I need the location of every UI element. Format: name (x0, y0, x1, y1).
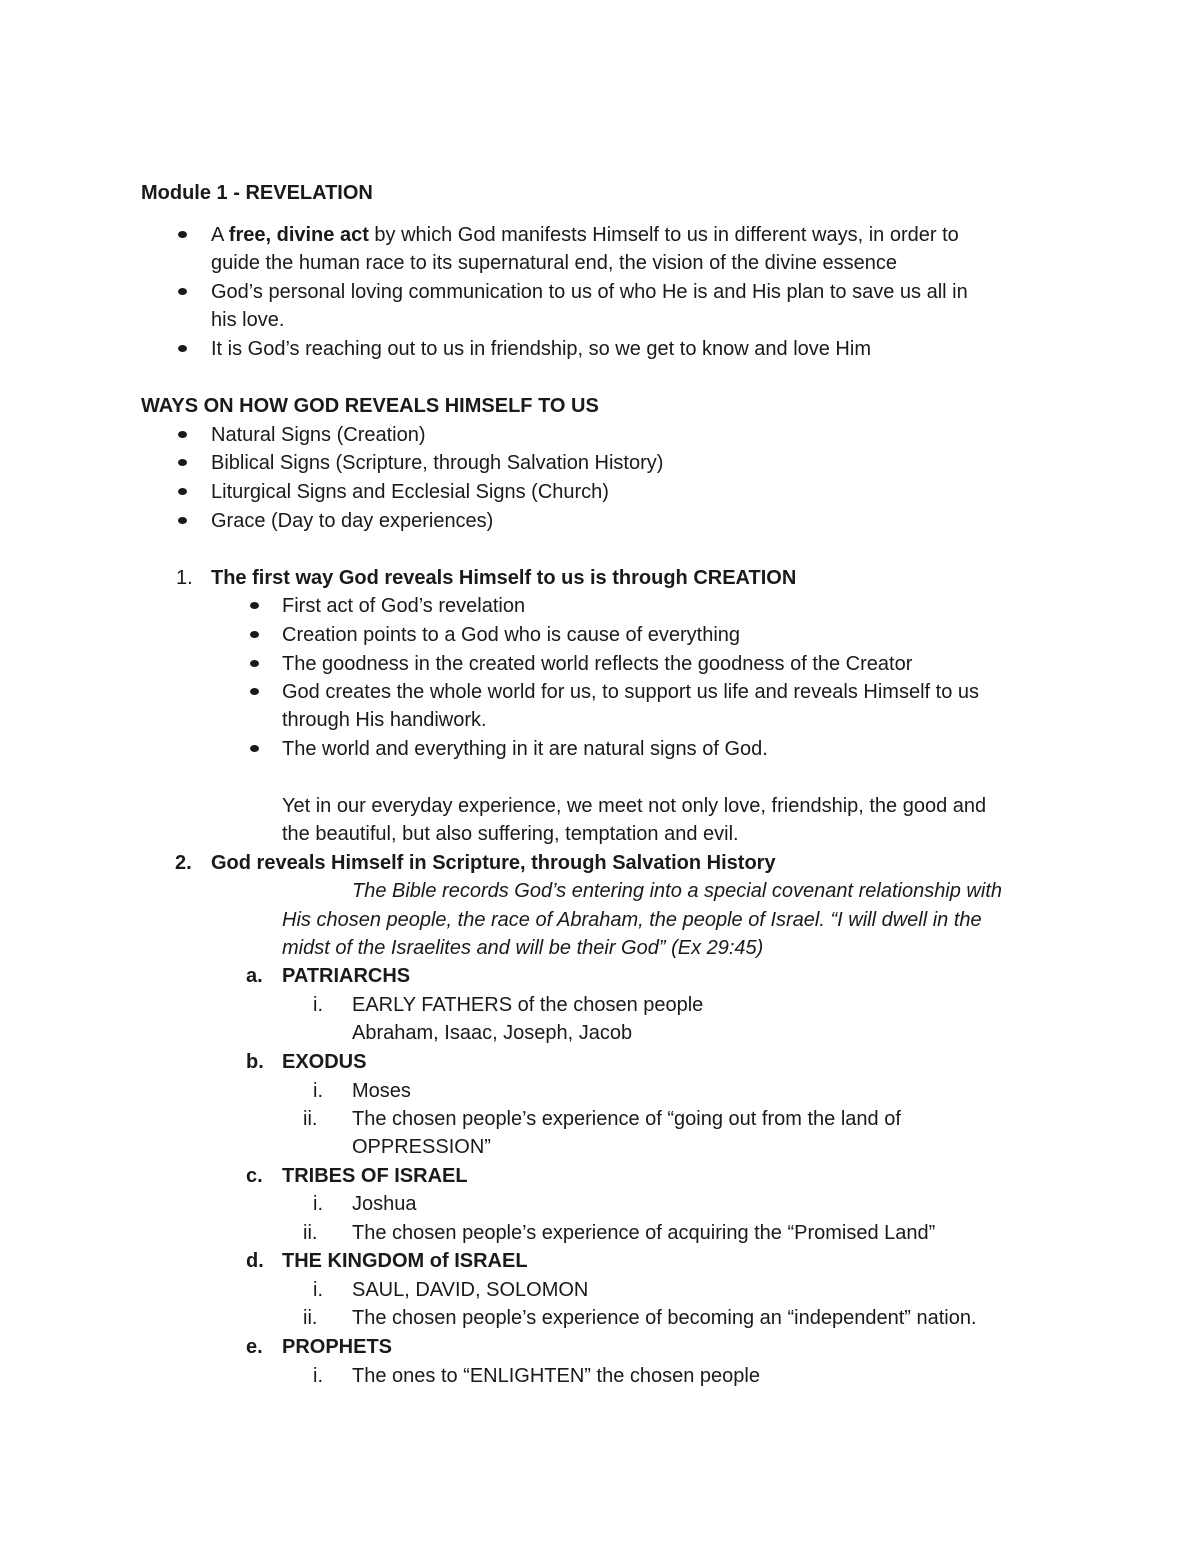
period-subitem: SAUL, DAVID, SOLOMON (352, 1279, 589, 1301)
creation-item: First act of God’s revelation (282, 595, 526, 617)
creation-item: Creation points to a God who is cause of everything (282, 624, 741, 646)
definition-item-continuation: guide the human race to its supernatural end, the vision of the divine essence (211, 252, 897, 274)
scripture-quote: His chosen people, the race of Abraham, the people of Israel. “I will dwell in the (282, 909, 982, 931)
period-marker: c. (246, 1165, 263, 1187)
bullet-icon (178, 459, 187, 466)
definition-emphasis: free, divine act (228, 224, 369, 246)
ways-item: Biblical Signs (Scripture, through Salvation History) (211, 452, 664, 474)
creation-item: The goodness in the created world reflects the goodness of the Creator (282, 653, 913, 675)
subitem-marker: i. (313, 1080, 323, 1102)
period-subitem: The chosen people’s experience of “going out from the land of (352, 1108, 901, 1130)
creation-note: the beautiful, but also suffering, temptation and evil. (282, 823, 739, 845)
period-subitem: Joshua (352, 1193, 417, 1215)
period-marker: d. (246, 1250, 264, 1272)
section-number: 2. (175, 852, 192, 874)
bullet-icon (178, 431, 187, 438)
period-title: TRIBES OF ISRAEL (282, 1165, 468, 1187)
subitem-marker: ii. (303, 1307, 318, 1329)
creation-item: God creates the whole world for us, to support us life and reveals Himself to us (282, 681, 980, 703)
page-title: Module 1 - REVELATION (141, 182, 373, 204)
ways-heading: WAYS ON HOW GOD REVEALS HIMSELF TO US (141, 395, 599, 417)
period-title: EXODUS (282, 1051, 367, 1073)
subitem-marker: i. (313, 994, 323, 1016)
bullet-icon (178, 231, 187, 238)
subitem-marker: ii. (303, 1222, 318, 1244)
subitem-marker: ii. (303, 1108, 318, 1130)
bullet-icon (250, 745, 259, 752)
period-title: PROPHETS (282, 1336, 393, 1358)
period-subitem: The ones to “ENLIGHTEN” the chosen people (352, 1365, 760, 1387)
definition-item: A free, divine act by which God manifests Himself to us in different ways, in order to (211, 224, 959, 246)
bullet-icon (250, 660, 259, 667)
subitem-marker: i. (313, 1193, 323, 1215)
ways-item: Grace (Day to day experiences) (211, 510, 494, 532)
definition-item: It is God’s reaching out to us in friendship, so we get to know and love Him (211, 338, 871, 360)
bullet-icon (250, 602, 259, 609)
ways-item: Natural Signs (Creation) (211, 424, 426, 446)
section-number: 1. (176, 567, 193, 589)
subitem-marker: i. (313, 1365, 323, 1387)
definition-item-continuation: his love. (211, 309, 285, 331)
period-marker: e. (246, 1336, 263, 1358)
section-heading: The first way God reveals Himself to us is through CREATION (211, 567, 797, 589)
bullet-icon (250, 688, 259, 695)
period-subitem: Moses (352, 1080, 411, 1102)
bullet-icon (178, 517, 187, 524)
period-subitem-continuation: OPPRESSION” (352, 1136, 491, 1158)
section-heading: God reveals Himself in Scripture, through Salvation History (211, 852, 776, 874)
subitem-marker: i. (313, 1279, 323, 1301)
scripture-quote: midst of the Israelites and will be their God” (Ex 29:45) (282, 937, 764, 959)
creation-note: Yet in our everyday experience, we meet not only love, friendship, the good and (282, 795, 987, 817)
period-title: PATRIARCHS (282, 965, 411, 987)
period-title: THE KINGDOM of ISRAEL (282, 1250, 528, 1272)
bullet-icon (178, 345, 187, 352)
creation-item-continuation: through His handiwork. (282, 709, 487, 731)
period-subitem: The chosen people’s experience of becoming an “independent” nation. (352, 1307, 977, 1329)
period-marker: b. (246, 1051, 264, 1073)
definition-item: God’s personal loving communication to us of who He is and His plan to save us all in (211, 281, 968, 303)
period-marker: a. (246, 965, 263, 987)
creation-item: The world and everything in it are natural signs of God. (282, 738, 768, 760)
period-subitem: The chosen people’s experience of acquiring the “Promised Land” (352, 1222, 936, 1244)
period-subitem: EARLY FATHERS of the chosen people (352, 994, 704, 1016)
bullet-icon (178, 488, 187, 495)
bullet-icon (178, 288, 187, 295)
bullet-icon (250, 631, 259, 638)
period-subitem-continuation: Abraham, Isaac, Joseph, Jacob (352, 1022, 633, 1044)
ways-item: Liturgical Signs and Ecclesial Signs (Church) (211, 481, 609, 503)
scripture-quote: The Bible records God’s entering into a special covenant relationship with (352, 880, 1002, 902)
